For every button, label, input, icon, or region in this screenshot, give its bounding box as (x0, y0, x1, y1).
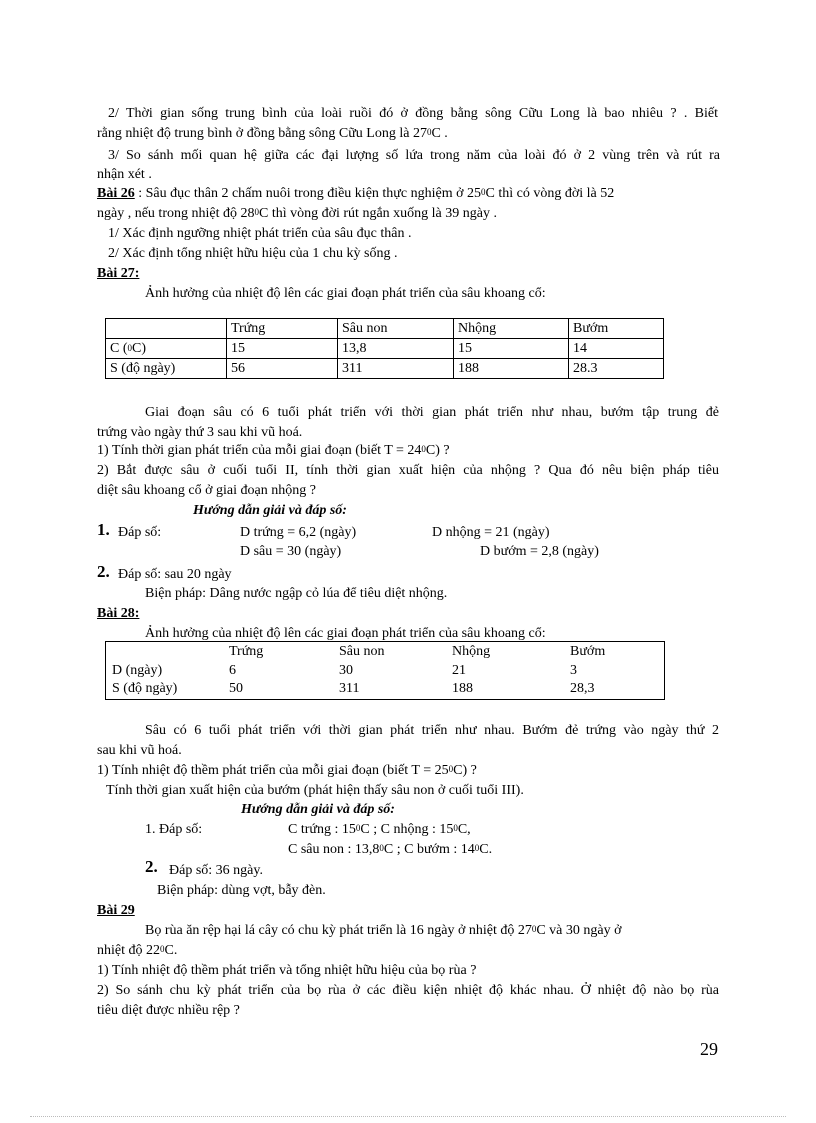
bai26-question-2: 2/ Xác định tổng nhiệt hữu hiệu của 1 chu kỳ sống . (108, 246, 398, 261)
bai29-question-2b: tiêu diệt được nhiều rệp ? (97, 1003, 240, 1018)
bai28-measure: Biện pháp: dùng vợt, bẫy đèn. (157, 883, 326, 898)
table-cell: 3 (570, 663, 577, 678)
bai29-heading: Bài 29 (97, 903, 135, 918)
intro-line-2: rằng nhiệt độ trung bình ở đồng bằng sông Cữu Long là $27^0C$ . (97, 126, 448, 141)
table-cell: S (độ ngày) (106, 359, 227, 379)
table-row (106, 319, 664, 339)
bai28-guide-title: Hướng dẫn giải và đáp số: (241, 802, 395, 817)
bai27-question-1: 1) Tính thời gian phát triển của mỗi giai đoạn (biết $T = 24^0C$) ? (97, 443, 450, 458)
table-header: Nhộng (452, 644, 491, 659)
bai27-para-2: trứng vào ngày thứ 3 sau khi vũ hoá. (97, 425, 303, 440)
table-cell: Nhộng (454, 319, 569, 339)
bai27-heading: Bài 27: (97, 266, 140, 281)
table-cell: 15 (454, 339, 569, 359)
bai29-line-1: Bọ rùa ăn rệp hại lá cây có chu kỳ phát triển là 16 ngày ở nhiệt độ $27^0C$ và 30 ngày ở (145, 923, 622, 938)
table-cell: 311 (338, 359, 454, 379)
bai27-d-sau: D sâu = 30 (ngày) (240, 544, 342, 559)
table-row (106, 339, 664, 359)
bai28-answer-2-number: 2. (145, 857, 158, 876)
table-cell: 188 (452, 681, 473, 696)
table-cell: 21 (452, 663, 466, 678)
bai27-question-2b: diệt sâu khoang cổ ở giai đoạn nhộng ? (97, 483, 316, 498)
bai28-question-1: 1) Tính nhiệt độ thềm phát triển của mỗi giai đoạn (biết $T = 25^0C$) ? (97, 763, 477, 778)
table-cell: 28.3 (569, 359, 664, 379)
bai27-guide-title: Hướng dẫn giải và đáp số: (193, 503, 347, 518)
footer-divider (30, 1116, 786, 1117)
page-number: 29 (700, 1039, 718, 1059)
bai28-heading: Bài 28: (97, 606, 140, 621)
table-cell (106, 319, 227, 339)
bai26-line-2: ngày , nếu trong nhiệt độ $28^0C$ thì vòng đời rút ngắn xuống là 39 ngày . (97, 206, 497, 221)
bai27-d-trung: D trứng = 6,2 (ngày) (240, 525, 357, 540)
table-row-label: D (ngày) (112, 663, 163, 678)
table-cell: 13,8 (338, 339, 454, 359)
table-cell: 56 (227, 359, 338, 379)
table-cell: 6 (229, 663, 236, 678)
bai28-answer-1-label: 1. Đáp số: (145, 822, 203, 837)
table-cell: Bướm (569, 319, 664, 339)
table-cell: C ($^0$C) (106, 339, 227, 359)
intro-line-1: 2/ Thời gian sống trung bình của loài ruồi đó ở đồng bằng sông Cữu Long là bao nhiêu ? . Biết (108, 106, 718, 121)
table-header: Sâu non (339, 644, 385, 659)
bai27-answer-2-number: 2. (97, 562, 110, 581)
table-cell: 30 (339, 663, 353, 678)
bai26-heading: Bài 26 (97, 186, 135, 201)
bai27-para-1: Giai đoạn sâu có 6 tuổi phát triển với thời gian phát triển như nhau, bướm tập trung đẻ (145, 405, 719, 420)
bai26-line-1: Bài 26 : Sâu đục thân 2 chấm nuôi trong điều kiện thực nghiệm ở $25^0C$ thì có vòng đời là 52 (97, 186, 615, 201)
bai28-answer-1-line-1: C trứng : $15^0C$ ; C nhộng : $15^0C$, (288, 822, 471, 837)
bai27-measure: Biện pháp: Dâng nước ngập cỏ lúa để tiêu diệt nhộng. (145, 586, 448, 601)
bai27-question-2a: 2) Bắt được sâu ở cuối tuổi II, tính thời gian xuất hiện của nhộng ? Qua đó nêu biện pháp tiêu (97, 463, 719, 478)
bai27-table (105, 318, 664, 379)
bai27-d-buom: D bướm = 2,8 (ngày) (480, 544, 599, 559)
table-header: Bướm (570, 644, 606, 659)
table-cell: Trứng (227, 319, 338, 339)
intro-line-4: nhận xét . (97, 167, 152, 182)
table-cell: 15 (227, 339, 338, 359)
bai26-question-1: 1/ Xác định ngưỡng nhiệt phát triển của sâu đục thân . (108, 226, 412, 241)
table-cell: 188 (454, 359, 569, 379)
bai27-d-nhong: D nhộng = 21 (ngày) (432, 525, 550, 540)
table-row-label: S (độ ngày) (112, 681, 178, 696)
table-header: Trứng (229, 644, 264, 659)
bai28-question-2: Tính thời gian xuất hiện của bướm (phát hiện thấy sâu non ở cuối tuổi III). (106, 783, 524, 798)
bai28-answer-2: Đáp số: 36 ngày. (169, 863, 263, 878)
table-cell: 28,3 (570, 681, 595, 696)
bai28-para-1: Sâu có 6 tuổi phát triển với thời gian phát triển như nhau. Bướm đẻ trứng vào ngày thứ 2 (145, 723, 719, 738)
bai28-table (105, 641, 665, 700)
table-row (106, 359, 664, 379)
bai27-answer-1-number: 1. (97, 520, 110, 539)
bai27-caption: Ảnh hưởng của nhiệt độ lên các giai đoạn phát triển của sâu khoang cổ: (145, 286, 546, 301)
bai29-question-1: 1) Tính nhiệt độ thềm phát triển và tổng nhiệt hữu hiệu của bọ rùa ? (97, 963, 477, 978)
bai27-answer-2: Đáp số: sau 20 ngày (118, 567, 232, 582)
table-cell: 14 (569, 339, 664, 359)
bai29-question-2a: 2) So sánh chu kỳ phát triển của bọ rùa ở các điều kiện nhiệt độ khác nhau. Ở nhiệt độ nào bọ rùa (97, 983, 719, 998)
bai29-line-2: nhiệt độ $22^0C$. (97, 943, 178, 958)
bai28-answer-1-line-2: C sâu non : 13,8$^0$C ; C bướm : $14^0C$. (288, 842, 493, 857)
bai28-para-2: sau khi vũ hoá. (97, 743, 182, 758)
table-cell: 50 (229, 681, 243, 696)
bai27-answer-1-label: Đáp số: (118, 525, 162, 540)
table-cell: 311 (339, 681, 360, 696)
table-cell: Sâu non (338, 319, 454, 339)
bai28-caption: Ảnh hưởng của nhiệt độ lên các giai đoạn phát triển của sâu khoang cổ: (145, 626, 546, 641)
intro-line-3: 3/ So sánh mối quan hệ giữa các đại lượng số lứa trong năm của loài đó ở 2 vùng trên và rút ra (108, 148, 720, 163)
